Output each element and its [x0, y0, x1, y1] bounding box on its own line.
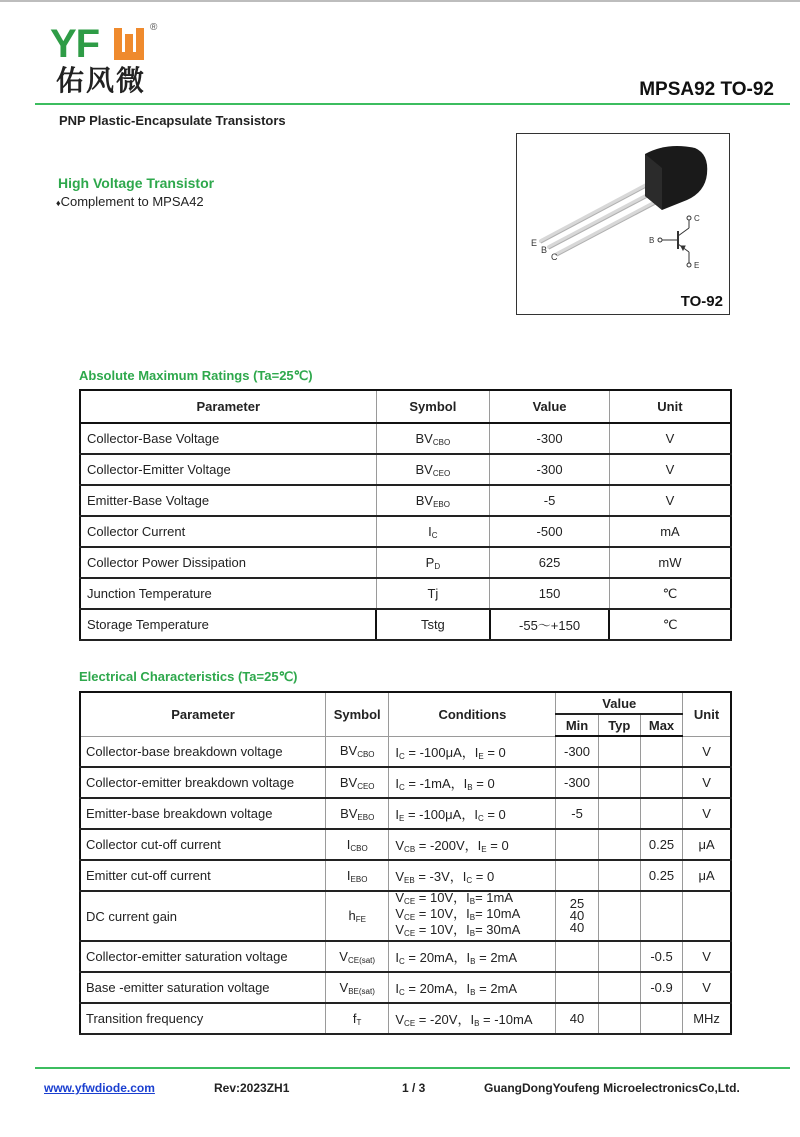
symbol-main: I — [346, 836, 351, 852]
cell-typ — [598, 941, 640, 972]
cell-max — [640, 736, 682, 767]
header-parameter: Parameter — [80, 692, 326, 736]
company-logo — [50, 24, 160, 102]
cell-min — [556, 829, 598, 860]
header-max: Max — [640, 714, 682, 736]
table-header-row — [80, 390, 731, 423]
cell-min — [556, 798, 598, 829]
cell-symbol — [326, 829, 389, 860]
symbol-main: Tstg — [420, 616, 445, 632]
page-number: 1 / 3 — [402, 1081, 426, 1095]
package-image — [516, 133, 730, 315]
table-row — [80, 1003, 731, 1034]
cell-parameter: Emitter cut-off current — [80, 860, 326, 891]
electrical-characteristics-title: Electrical Characteristics (Ta=25℃) — [79, 669, 298, 684]
symbol-sub: EBO — [433, 499, 450, 509]
revision: Rev:2023ZH1 — [214, 1081, 290, 1095]
cell-unit: V — [609, 485, 731, 516]
symbol-label-b: B — [649, 236, 655, 245]
cell-unit: ℃ — [609, 609, 731, 640]
cell-parameter: Collector-emitter breakdown voltage — [80, 767, 326, 798]
symbol-sub: CEO — [432, 468, 451, 478]
product-subtitle: PNP Plastic-Encapsulate Transistors — [59, 113, 286, 128]
feature-item — [56, 194, 204, 209]
symbol-main: f — [352, 1010, 357, 1026]
cell-symbol — [326, 941, 389, 972]
cell-parameter: Collector cut-off current — [80, 829, 326, 860]
cell-symbol — [326, 972, 389, 1003]
table-row — [80, 891, 731, 941]
table-row — [80, 798, 731, 829]
product-title: MPSA92 TO-92 — [639, 79, 774, 100]
table-row — [80, 767, 731, 798]
logo-w-mark — [114, 28, 144, 60]
registered-mark: ® — [150, 22, 158, 33]
min-line: 25 — [569, 896, 585, 911]
symbol-main: BV — [339, 774, 358, 790]
company-name: GuangDongYoufeng MicroelectronicsCo,Ltd. — [484, 1081, 740, 1095]
cell-parameter: Collector-base breakdown voltage — [80, 736, 326, 767]
cell-value: -5 — [490, 485, 610, 516]
table-row — [80, 547, 731, 578]
cell-symbol — [326, 860, 389, 891]
min-line: 40 — [569, 920, 585, 935]
table-row — [80, 609, 731, 640]
condition-line: $I_C = -100\mu A$，$I_E = 0$ — [395, 744, 506, 761]
symbol-sub: T — [356, 1017, 362, 1027]
package-label: TO-92 — [680, 293, 723, 310]
min-line: 40 — [569, 908, 585, 923]
cell-typ — [598, 798, 640, 829]
condition-line: $V_{CE} = 10V$，$I_B= 1mA$ — [395, 890, 514, 906]
header-min: Min — [556, 714, 598, 736]
footer-divider — [35, 1067, 790, 1069]
cell-parameter: Emitter-Base Voltage — [80, 485, 376, 516]
cell-parameter: Junction Temperature — [80, 578, 376, 609]
logo-text-yf: YF — [50, 22, 100, 66]
min-line: -5 — [571, 806, 583, 821]
symbol-sub: C — [431, 530, 438, 540]
cell-unit: V — [683, 736, 731, 767]
table-row — [80, 578, 731, 609]
cell-value: -300 — [490, 454, 610, 485]
absolute-maximum-ratings-table — [79, 389, 732, 641]
pin-label-e: E — [531, 238, 538, 248]
cell-min — [556, 1003, 598, 1034]
header-symbol: Symbol — [376, 390, 490, 423]
abs-max-title: Absolute Maximum Ratings (Ta=25℃) — [79, 368, 313, 383]
cell-unit: V — [683, 798, 731, 829]
pnp-schematic-symbol — [658, 216, 691, 267]
cell-parameter: Collector-Emitter Voltage — [80, 454, 376, 485]
condition-line: $I_C = -1mA$，$I_B = 0$ — [395, 776, 495, 792]
cell-parameter: Transition frequency — [80, 1003, 326, 1034]
cell-typ — [598, 972, 640, 1003]
cell-max: 0.25 — [640, 829, 682, 860]
symbol-main: BV — [415, 492, 434, 508]
cell-conditions — [389, 860, 556, 891]
min-line: 40 — [569, 1011, 585, 1026]
symbol-sub: FE — [355, 915, 366, 924]
cell-conditions — [389, 767, 556, 798]
symbol-main: BV — [340, 805, 358, 821]
logo-chinese-name: 佑风微 — [56, 65, 147, 96]
cell-value: 625 — [490, 547, 610, 578]
cell-parameter: Base -emitter saturation voltage — [80, 972, 326, 1003]
symbol-main: BV — [415, 461, 433, 477]
table-row — [80, 860, 731, 891]
table-row — [80, 485, 731, 516]
cell-symbol — [326, 798, 389, 829]
table-header-row — [80, 692, 731, 714]
cell-parameter: DC current gain — [80, 891, 326, 941]
cell-symbol — [376, 423, 490, 454]
cell-parameter: Collector-emitter saturation voltage — [80, 941, 326, 972]
cell-min — [556, 767, 598, 798]
symbol-main: V — [339, 948, 348, 964]
cell-min — [556, 891, 598, 941]
cell-value: -500 — [490, 516, 610, 547]
cell-max — [640, 891, 682, 941]
cell-max — [640, 767, 682, 798]
cell-value: -300 — [490, 423, 610, 454]
condition-line: $V_{EB} = -3V$，$I_C = 0$ — [395, 869, 495, 885]
symbol-sub: BE(sat) — [348, 986, 375, 996]
symbol-sub: CE(sat) — [347, 955, 376, 965]
symbol-main: V — [339, 979, 349, 995]
min-line: -300 — [564, 775, 591, 790]
symbol-main: h — [348, 908, 356, 923]
table-row — [80, 423, 731, 454]
cell-typ — [598, 736, 640, 767]
cell-unit: mW — [609, 547, 731, 578]
symbol-sub: CBO — [357, 750, 375, 760]
cell-symbol — [376, 547, 490, 578]
cell-unit: ℃ — [609, 578, 731, 609]
cell-typ — [598, 860, 640, 891]
cell-max — [640, 798, 682, 829]
header-value: Value — [556, 692, 683, 714]
condition-line: $I_E = -100\mu A$，$I_C = 0$ — [395, 807, 506, 823]
cell-unit — [683, 891, 731, 941]
symbol-main: I — [346, 867, 351, 883]
condition-line: $V_{CE} = -20V$，$I_B = -10mA$ — [395, 1012, 533, 1028]
cell-max: 0.25 — [640, 860, 682, 891]
symbol-main: P — [425, 554, 435, 570]
cell-parameter: Collector-Base Voltage — [80, 423, 376, 454]
cell-symbol — [326, 736, 389, 767]
pin-label-c: C — [551, 252, 558, 262]
cell-max: -0.9 — [640, 972, 682, 1003]
symbol-sub: CBO — [350, 843, 368, 853]
header-typ: Typ — [598, 714, 640, 736]
cell-value: 150 — [490, 578, 610, 609]
cell-symbol — [376, 485, 490, 516]
cell-symbol — [376, 516, 490, 547]
symbol-sub: CEO — [357, 781, 375, 791]
symbol-sub: EBO — [357, 812, 375, 822]
cell-typ — [598, 767, 640, 798]
cell-parameter: Collector Power Dissipation — [80, 547, 376, 578]
condition-line: $V_{CE} = 10V$，$I_B= 30mA$ — [395, 922, 521, 938]
symbol-main: BV — [339, 743, 358, 759]
cell-parameter: Storage Temperature — [80, 609, 376, 640]
header-value: Value — [490, 390, 610, 423]
to92-package-drawing — [517, 134, 729, 314]
cell-min — [556, 736, 598, 767]
cell-symbol — [376, 609, 490, 640]
cell-max: -0.5 — [640, 941, 682, 972]
pin-label-b: B — [541, 245, 548, 255]
feature-title: High Voltage Transistor — [58, 175, 215, 191]
table-row — [80, 454, 731, 485]
cell-conditions — [389, 891, 556, 941]
table-row — [80, 972, 731, 1003]
cell-unit: MHz — [683, 1003, 731, 1034]
condition-line: $I_C = 20mA$，$I_B = 2mA$ — [395, 981, 518, 997]
symbol-sub: EBO — [350, 874, 368, 884]
cell-unit: V — [609, 423, 731, 454]
symbol-sub: CBO — [432, 437, 451, 447]
cell-typ — [598, 829, 640, 860]
table-row — [80, 941, 731, 972]
cell-parameter: Emitter-base breakdown voltage — [80, 798, 326, 829]
table-row — [80, 829, 731, 860]
cell-max — [640, 1003, 682, 1034]
condition-line: $V_{CE} = 10V$，$I_B= 10mA$ — [395, 906, 521, 922]
feature-item-text: Complement to MPSA42 — [60, 194, 204, 209]
cell-unit: μA — [683, 860, 731, 891]
top-border — [0, 0, 800, 2]
header-divider — [35, 103, 790, 105]
header-symbol: Symbol — [326, 692, 389, 736]
cell-unit: V — [609, 454, 731, 485]
cell-min — [556, 941, 598, 972]
cell-unit: μA — [683, 829, 731, 860]
cell-symbol — [326, 767, 389, 798]
cell-min — [556, 972, 598, 1003]
cell-min — [556, 860, 598, 891]
electrical-characteristics-table — [79, 691, 732, 1035]
cell-symbol — [326, 891, 389, 941]
min-line: -300 — [564, 744, 591, 759]
symbol-main: Tj — [427, 585, 439, 601]
cell-symbol — [376, 578, 490, 609]
header-unit: Unit — [683, 692, 731, 736]
symbol-main: I — [428, 523, 432, 539]
cell-unit: V — [683, 941, 731, 972]
cell-conditions — [389, 1003, 556, 1034]
cell-conditions — [389, 736, 556, 767]
cell-parameter: Collector Current — [80, 516, 376, 547]
symbol-label-c: C — [694, 214, 700, 223]
cell-symbol — [326, 1003, 389, 1034]
table-row — [80, 736, 731, 767]
cell-conditions — [389, 941, 556, 972]
cell-value: -55～+150 — [490, 609, 610, 640]
table-row — [80, 516, 731, 547]
cell-unit: V — [683, 972, 731, 1003]
cell-typ — [598, 1003, 640, 1034]
condition-line: $I_C = 20mA$，$I_B = 2mA$ — [395, 950, 518, 966]
symbol-sub: D — [434, 561, 441, 571]
header-conditions: Conditions — [389, 692, 556, 736]
cell-unit: mA — [609, 516, 731, 547]
symbol-label-e: E — [694, 261, 700, 270]
condition-line: $V_{CB} = -200V$，$I_E = 0$ — [395, 838, 509, 854]
cell-conditions — [389, 798, 556, 829]
website-link[interactable]: www.yfwdiode.com — [44, 1081, 155, 1095]
symbol-main: BV — [415, 430, 433, 446]
bullet-icon: ♦ — [56, 198, 61, 208]
header-unit: Unit — [609, 390, 731, 423]
cell-conditions — [389, 829, 556, 860]
cell-unit: V — [683, 767, 731, 798]
cell-typ — [598, 891, 640, 941]
cell-conditions — [389, 972, 556, 1003]
header-parameter: Parameter — [80, 390, 376, 423]
cell-symbol — [376, 454, 490, 485]
